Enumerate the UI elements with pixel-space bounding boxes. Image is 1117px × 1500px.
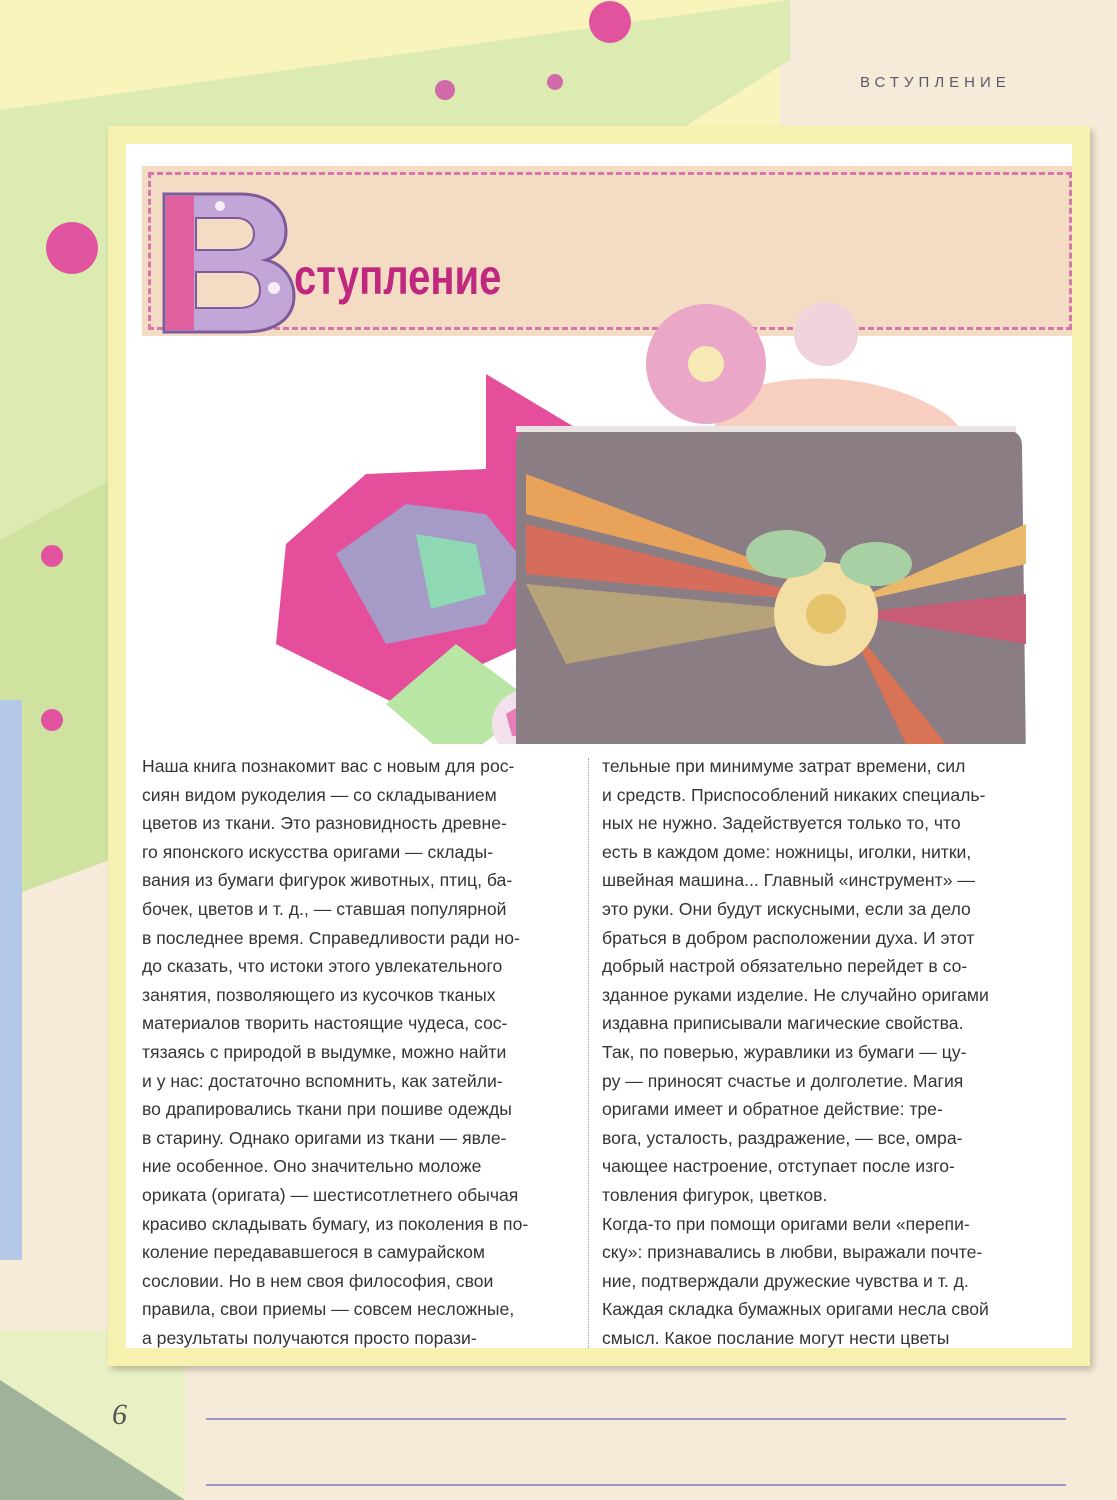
- body-text-line: это руки. Они будут искусными, если за дело: [602, 898, 971, 919]
- pink-dot: [589, 1, 631, 43]
- body-text-line: в старину. Однако оригами из ткани — явле-: [142, 1127, 507, 1148]
- body-text-line: тельные при минимуме затрат времени, сил: [602, 756, 966, 776]
- body-text-line: добрый настрой обязательно перейдет в со-: [602, 956, 968, 977]
- body-text-line: до сказать, что истоки этого увлекательного: [142, 956, 503, 977]
- pink-dot: [435, 80, 455, 100]
- product-photo: [186, 264, 1072, 744]
- body-text-line: ску»: признавались в любви, выражали почте-: [602, 1242, 983, 1263]
- body-text-line: зданное руками изделие. Не случайно оригами: [602, 984, 989, 1005]
- body-text-line: вога, усталость, раздражение, — все, омра-: [602, 1127, 963, 1148]
- body-text-line: правила, свои приемы — совсем несложные,: [142, 1299, 515, 1320]
- pink-dot: [547, 74, 563, 90]
- body-text-line: браться в добром расположении духа. И этот: [602, 927, 975, 948]
- body-text-line: а результаты получаются просто порази-: [142, 1327, 477, 1348]
- body-text-line: чающее настроение, отступает после изго-: [602, 1156, 955, 1177]
- body-text-line: ных не нужно. Задействуется только то, что: [602, 813, 961, 834]
- body-text-line: швейная машина... Главный «инструмент» —: [602, 870, 975, 891]
- body-text-line: материалов творить настоящие чудеса, сос-: [142, 1013, 508, 1034]
- body-text-line: занятия, позволяющего из кусочков тканых: [142, 984, 496, 1005]
- body-text-line: есть в каждом доме: ножницы, иголки, нитки,: [602, 841, 972, 862]
- body-text-line: в последнее время. Справедливости ради но-: [142, 927, 520, 948]
- body-text-line: цветов из ткани. Это разновидность древне-: [142, 813, 507, 834]
- content-panel: [126, 144, 1072, 1348]
- body-text-line: ние, подтверждали дружеские чувства и т. д.: [602, 1270, 969, 1291]
- pink-dot: [41, 709, 63, 731]
- body-text-line: Когда-то при помощи оригами вели «перепи-: [602, 1213, 970, 1234]
- body-text-line: и у нас: достаточно вспомнить, как затейли-: [142, 1070, 503, 1091]
- body-text-line: Каждая складка бумажных оригами несла свой: [602, 1299, 989, 1320]
- body-column-right: [602, 752, 1032, 1348]
- body-text-line: бочек, цветов и т. д., — ставшая популярной: [142, 898, 507, 919]
- content-frame: [108, 126, 1090, 1366]
- running-head: ВСТУПЛЕНИЕ: [860, 74, 1011, 91]
- body-text-line: тязаясь с природой в выдумке, можно найти: [142, 1041, 507, 1062]
- page-title: ступление: [294, 250, 502, 305]
- pink-dot: [41, 545, 63, 567]
- body-text-line: во драпировались ткани при пошиве одежды: [142, 1099, 512, 1120]
- body-text-line: Наша книга познакомит вас с новым для рос-: [142, 756, 515, 776]
- body-text-line: смысл. Какое послание могут нести цветы: [602, 1327, 950, 1348]
- page-number: 6: [112, 1398, 127, 1431]
- body-text-line: красиво складывать бумагу, из поколения в по-: [142, 1213, 529, 1234]
- body-text-line: ние особенное. Оно значительно моложе: [142, 1156, 482, 1177]
- body-text-line: Так, по поверью, журавлики из бумаги — цу-: [602, 1041, 967, 1062]
- footer-rule: [206, 1484, 1066, 1486]
- body-text-line: ориката (оригата) — шестисотлетнего обычая: [142, 1184, 519, 1205]
- column-divider: [588, 758, 589, 1348]
- body-text-line: го японского искусства оригами — склады-: [142, 841, 494, 862]
- body-text-line: вания из бумаги фигурок животных, птиц, ба-: [142, 870, 513, 891]
- body-column-left: [142, 752, 572, 1348]
- body-text-line: коление передававшегося в самурайском: [142, 1242, 485, 1263]
- pink-dot: [46, 222, 98, 274]
- body-text-line: издавна приписывали магические свойства.: [602, 1013, 964, 1034]
- footer-rule: [206, 1418, 1066, 1420]
- body-text-line: сословии. Но в нем своя философия, свои: [142, 1270, 494, 1291]
- body-text-line: и средств. Приспособлений никаких специаль-: [602, 784, 986, 805]
- body-text-line: оригами имеет и обратное действие: тре-: [602, 1099, 943, 1120]
- body-text-line: товления фигурок, цветков.: [602, 1184, 828, 1205]
- body-text-line: сиян видом рукоделия — со складыванием: [142, 784, 497, 805]
- body-text-line: ру — приносят счастье и долголетие. Магия: [602, 1070, 964, 1091]
